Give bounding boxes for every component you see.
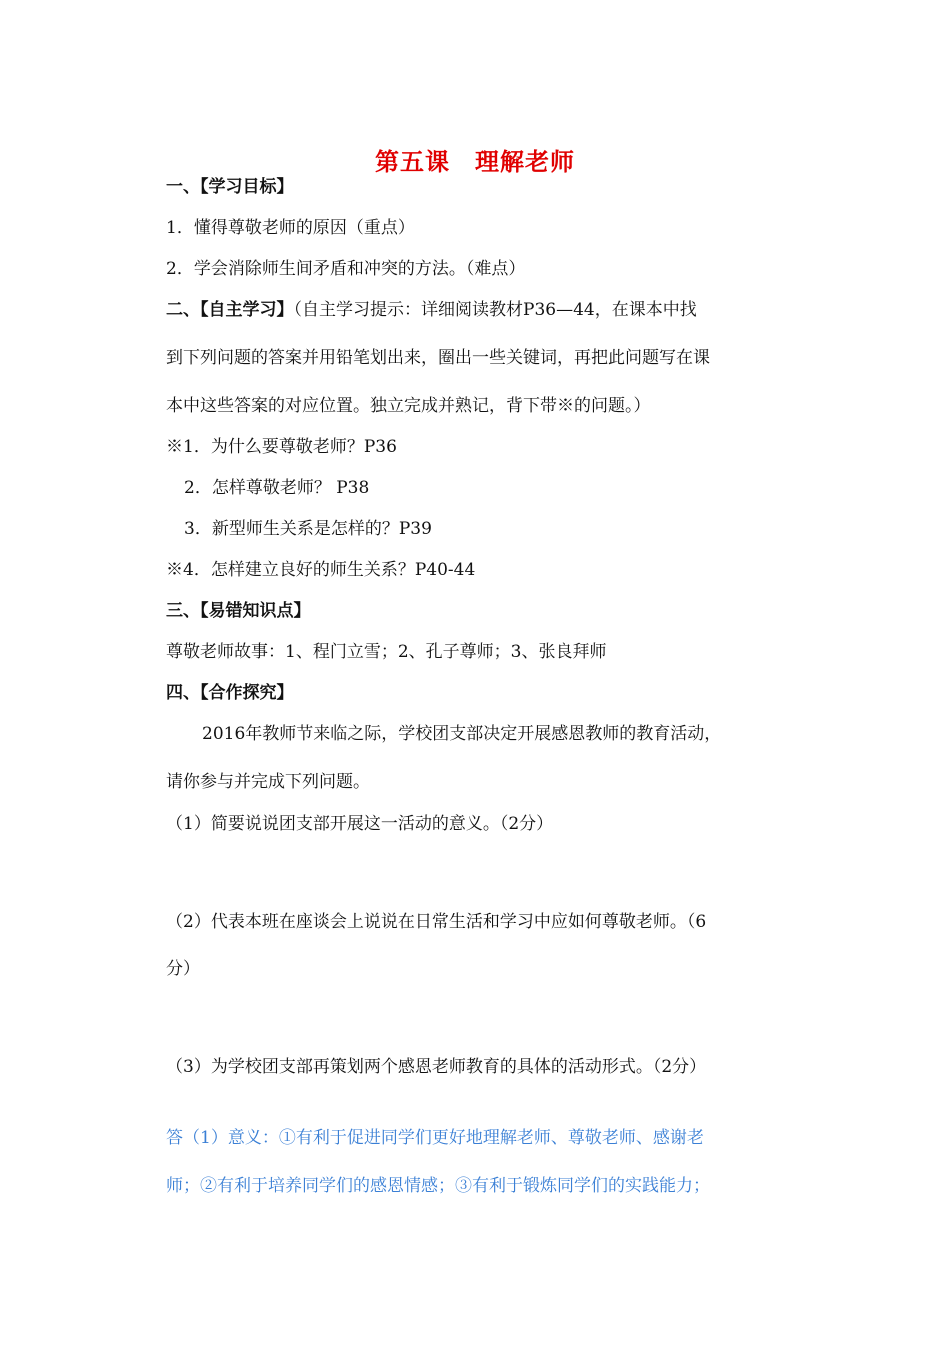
self-study-hint-line-3: 本中这些答案的对应位置。独立完成并熟记，背下带※的问题。） [166, 396, 651, 416]
question-item-3: 3．新型师生关系是怎样的？P39 [184, 519, 432, 539]
answer-line-2: 师；②有利于培养同学们的感恩情感；③有利于锻炼同学们的实践能力； [166, 1176, 710, 1196]
question-item-4: ※4．怎样建立良好的师生关系？P40-44 [166, 560, 476, 580]
question-item-1: ※1．为什么要尊敬老师？P36 [166, 437, 397, 457]
inquiry-question-2-line-1: （2）代表本班在座谈会上说说在日常生活和学习中应如何尊敬老师。（6 [166, 912, 707, 932]
inquiry-question-1: （1）简要说说团支部开展这一活动的意义。（2分） [166, 814, 554, 834]
section-1-heading: 一、【学习目标】 [166, 177, 294, 197]
inquiry-intro-line-1: 2016年教师节来临之际，学校团支部决定开展感恩教师的教育活动， [202, 724, 722, 744]
answer-line-1: 答（1）意义：①有利于促进同学们更好地理解老师、尊敬老师、感谢老 [166, 1128, 704, 1148]
inquiry-question-3: （3）为学校团支部再策划两个感恩老师教育的具体的活动形式。（2分） [166, 1057, 707, 1077]
objective-item-1: 1．懂得尊敬老师的原因（重点） [166, 218, 415, 238]
section-3-heading: 三、【易错知识点】 [166, 601, 311, 621]
section-2-heading: 二、【自主学习】 [166, 300, 294, 320]
question-item-2: 2．怎样尊敬老师？ P38 [184, 478, 370, 498]
section-2-line-1 [166, 298, 796, 322]
section-4-heading: 四、【合作探究】 [166, 683, 294, 703]
self-study-hint: （自主学习提示：详细阅读教材P36—44，在课本中找 [293, 300, 697, 320]
objective-item-2: 2．学会消除师生间矛盾和冲突的方法。（难点） [166, 259, 526, 279]
inquiry-intro-line-2: 请你参与并完成下列问题。 [166, 772, 370, 792]
self-study-hint-line-2: 到下列问题的答案并用铅笔划出来，圈出一些关键词，再把此问题写在课 [166, 348, 710, 368]
error-prone-content: 尊敬老师故事：1、程门立雪；2、孔子尊师；3、张良拜师 [166, 642, 607, 662]
inquiry-question-2-line-2: 分） [166, 959, 200, 979]
lesson-title: 第五课 理解老师 [375, 148, 575, 176]
